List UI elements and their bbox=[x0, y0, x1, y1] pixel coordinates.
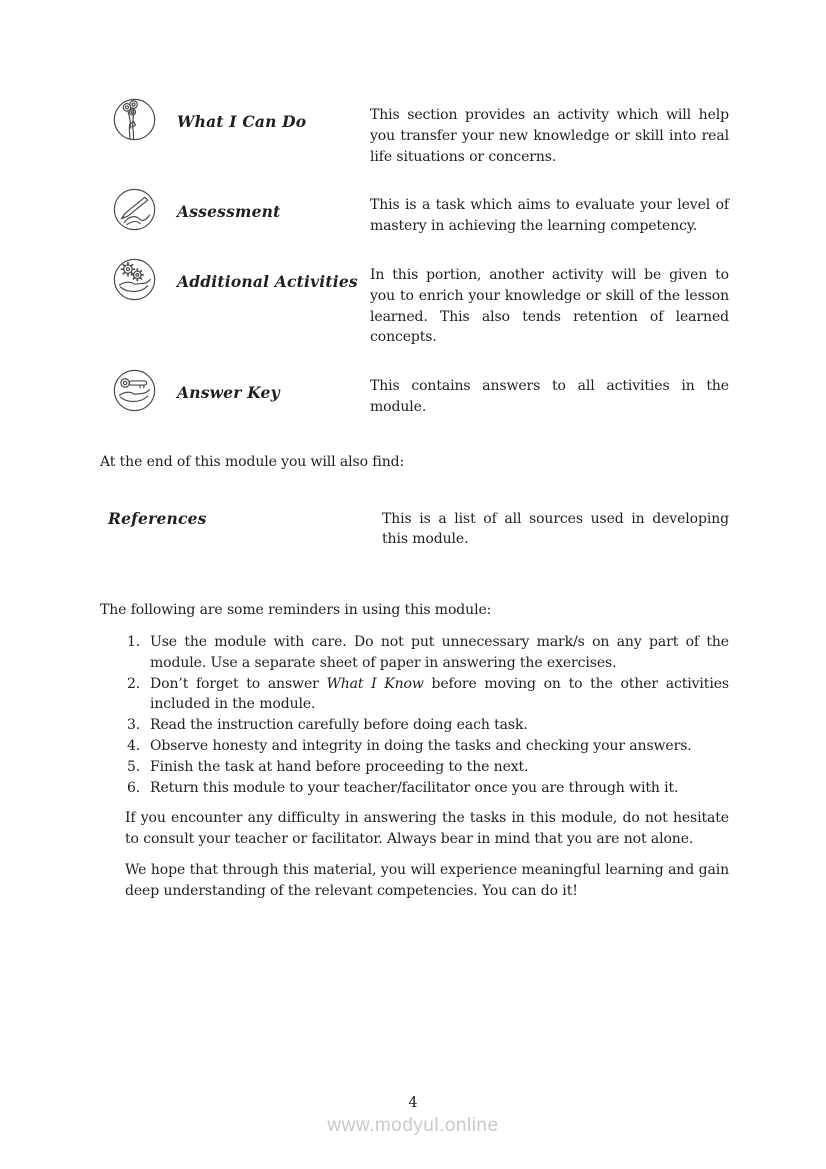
reminder-text-after: before moving on to the other activities included in the module. bbox=[150, 675, 729, 713]
reminder-number: 3. bbox=[127, 717, 141, 734]
closing-paragraph: We hope that through this material, you will experience meaningful learning and gain deep understanding of the relevant competencies. You can do it! bbox=[125, 861, 729, 899]
hand-writing-pen-icon bbox=[112, 187, 157, 232]
reminder-list bbox=[100, 632, 729, 798]
reminder-item bbox=[100, 715, 729, 736]
reminder-item bbox=[100, 778, 729, 799]
reminder-number: 6. bbox=[127, 779, 141, 796]
reminder-number: 5. bbox=[127, 758, 141, 775]
references-description: This is a list of all sources used in developing this module. bbox=[382, 510, 729, 548]
reminder-item bbox=[100, 757, 729, 778]
section-icon-cell bbox=[100, 187, 177, 237]
section-icon-cell bbox=[100, 368, 177, 418]
reminder-text bbox=[150, 674, 729, 716]
section-icon-cell bbox=[100, 97, 177, 167]
section-description: This section provides an activity which will help you transfer your new knowledge or skill into real life situations or concerns. bbox=[370, 107, 729, 165]
reminder-item bbox=[100, 674, 729, 716]
page-footer bbox=[0, 1093, 826, 1137]
section-description: This is a task which aims to evaluate your level of mastery in achieving the learning competency. bbox=[370, 197, 729, 235]
reminder-item bbox=[100, 736, 729, 757]
module-section-row bbox=[100, 187, 729, 237]
hand-holding-gears-icon bbox=[112, 257, 157, 302]
section-description: In this portion, another activity will be given to you to enrich your knowledge or skill of the lesson learned. This also tends retention of learned concepts. bbox=[370, 266, 729, 346]
module-section-row bbox=[100, 257, 729, 348]
reminder-item bbox=[100, 632, 729, 674]
section-icon-cell bbox=[100, 257, 177, 348]
reminder-text-italic: What I Know bbox=[326, 675, 424, 692]
reminders-intro-text: The following are some reminders in using this module: bbox=[100, 602, 492, 619]
hand-holding-flowers-icon bbox=[112, 97, 157, 142]
reminder-text: Observe honesty and integrity in doing the tasks and checking your answers. bbox=[150, 737, 692, 754]
reminder-text: Finish the task at hand before proceeding to the next. bbox=[150, 758, 529, 775]
references-row bbox=[100, 509, 729, 551]
watermark-text: www.modyul.online bbox=[327, 1114, 499, 1136]
section-label: Assessment bbox=[177, 202, 281, 222]
section-label: What I Can Do bbox=[177, 112, 307, 131]
reminder-text: Read the instruction carefully before doing each task. bbox=[150, 717, 528, 734]
page-number: 4 bbox=[408, 1095, 418, 1111]
section-description: This contains answers to all activities in the module. bbox=[370, 378, 729, 415]
references-label: References bbox=[108, 508, 207, 528]
module-section-row bbox=[100, 368, 729, 418]
section-label: Answer Key bbox=[177, 383, 280, 403]
end-note-text: At the end of this module you will also find: bbox=[100, 453, 405, 470]
reminder-number: 2. bbox=[127, 675, 141, 692]
reminder-text: Return this module to your teacher/facilitator once you are through with it. bbox=[150, 779, 679, 796]
closing-paragraph: If you encounter any difficulty in answering the tasks in this module, do not hesitate to consult your teacher or facilitator. Always bear in mind that you are not alone. bbox=[125, 810, 729, 848]
reminder-text: Use the module with care. Do not put unnecessary mark/s on any part of the module. Use a separate sheet of paper in answering the exercises. bbox=[150, 633, 729, 671]
module-section-guide bbox=[100, 0, 729, 418]
hand-holding-key-icon bbox=[112, 368, 157, 413]
reminder-text-before: Don’t forget to answer bbox=[150, 675, 327, 692]
reminder-number: 4. bbox=[127, 737, 141, 754]
reminder-number: 1. bbox=[127, 633, 141, 650]
section-label: Additional Activities bbox=[177, 271, 358, 291]
module-section-row bbox=[100, 97, 729, 167]
